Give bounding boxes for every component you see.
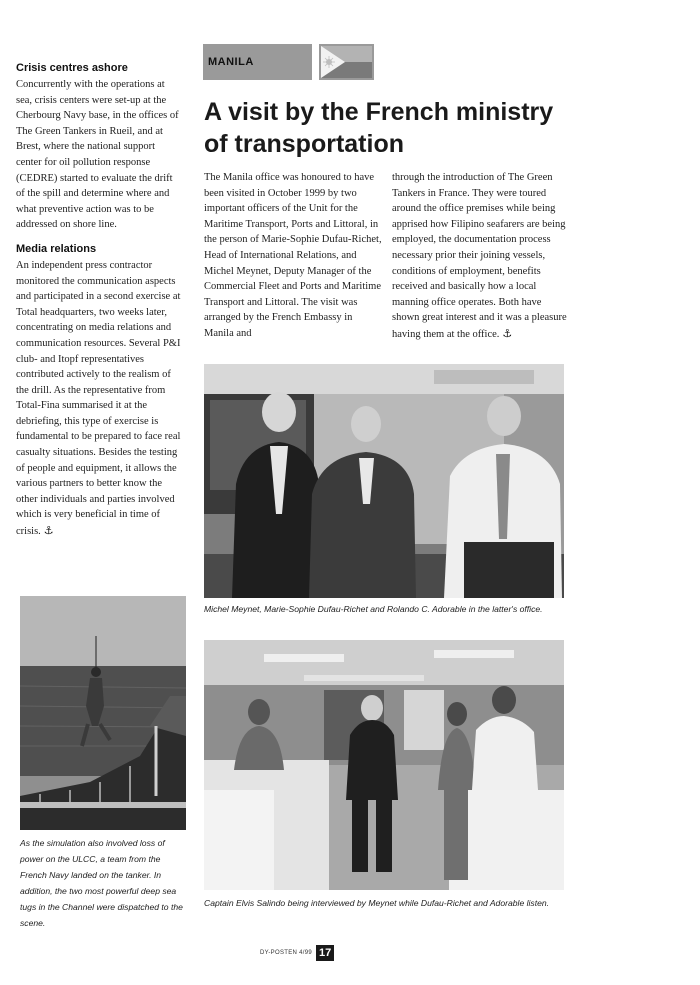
philippine-flag-icon bbox=[319, 44, 374, 80]
interview-photo bbox=[204, 640, 564, 890]
interview-photo-caption: Captain Elvis Salindo being interviewed by Meynet while Dufau-Richet and Adorable listen. bbox=[204, 898, 550, 908]
media-relations-text: An independent press contractor monitored the communication aspects and participated in a second exercise at Total headquarters, two weeks later, concentrating on media relations and communication resources. Several P&I club- and Itopf representatives contributed actively to the realism of the drill. As the representative from Total-Fina summarised it at the debriefing, this type of exercise is fundamental to be prepared to face real casualty situations. Besides the testing of people and equipment, it allows the various partners to better know the other individuals and parties involved which is very beneficial in time of crisis. ⚓ bbox=[16, 259, 181, 538]
article-column-2: through the introduction of The Green Tankers in France. They were toured around the office premises while being apprised how Filipino seafarers are being employed, the documentation process necessary prior their joining vessels, conditions of employment, benefits received and basically how a local manning office operates. Both have shown great interest and it was a pleasure having them at the office. ⚓ bbox=[392, 172, 567, 340]
section-heading-media-relations: Media relations bbox=[16, 242, 97, 255]
anchor-icon: ⚓ bbox=[502, 326, 513, 340]
office-photo-caption: Michel Meynet, Marie-Sophie Dufau-Richet and Rolando C. Adorable in the latter's office. bbox=[204, 604, 543, 614]
page-footer bbox=[260, 944, 334, 962]
publication-name: DY-POSTEN 4/99 bbox=[260, 950, 312, 956]
navy-winch-photo bbox=[20, 596, 186, 830]
section-heading-crisis-centres: Crisis centres ashore bbox=[16, 62, 128, 74]
article-column-1: The Manila office was honoured to have been visited in October 1999 by two important officers of the Unit for the Maritime Transport, Ports and Littoral, in the person of Marie-Sophie Dufau-Richet, Head of International Relations, and Michel Meynet, Deputy Manager of the Commercial Fleet and Ports and Maritime Transport and Littoral. The visit was arranged by the French Embassy in Manila and bbox=[204, 172, 382, 339]
left-column bbox=[16, 62, 182, 548]
anchor-icon: ⚓ bbox=[43, 524, 54, 538]
crisis-centres-text: Concurrently with the operations at sea, crisis centers were set-up at the Cherbourg Navy base, in the offices of The Green Tankers in Rueil, and at Brest, where the national support center for oil pollution response (CEDRE) started to evaluate the drift of the spill and determine where and what preventive action was to be addressed on shore line. bbox=[16, 79, 179, 231]
section-tag: MANILA bbox=[203, 44, 312, 80]
article-headline: A visit by the French ministry of transportation bbox=[204, 98, 554, 158]
office-photo bbox=[204, 364, 564, 598]
page-number: 17 bbox=[316, 945, 334, 961]
navy-photo-caption: As the simulation also involved loss of power on the ULCC, a team from the French Navy landed on the tanker. In addition, the two most powerful deep sea tugs in the Channel were dispatched to the scene. bbox=[20, 838, 183, 928]
